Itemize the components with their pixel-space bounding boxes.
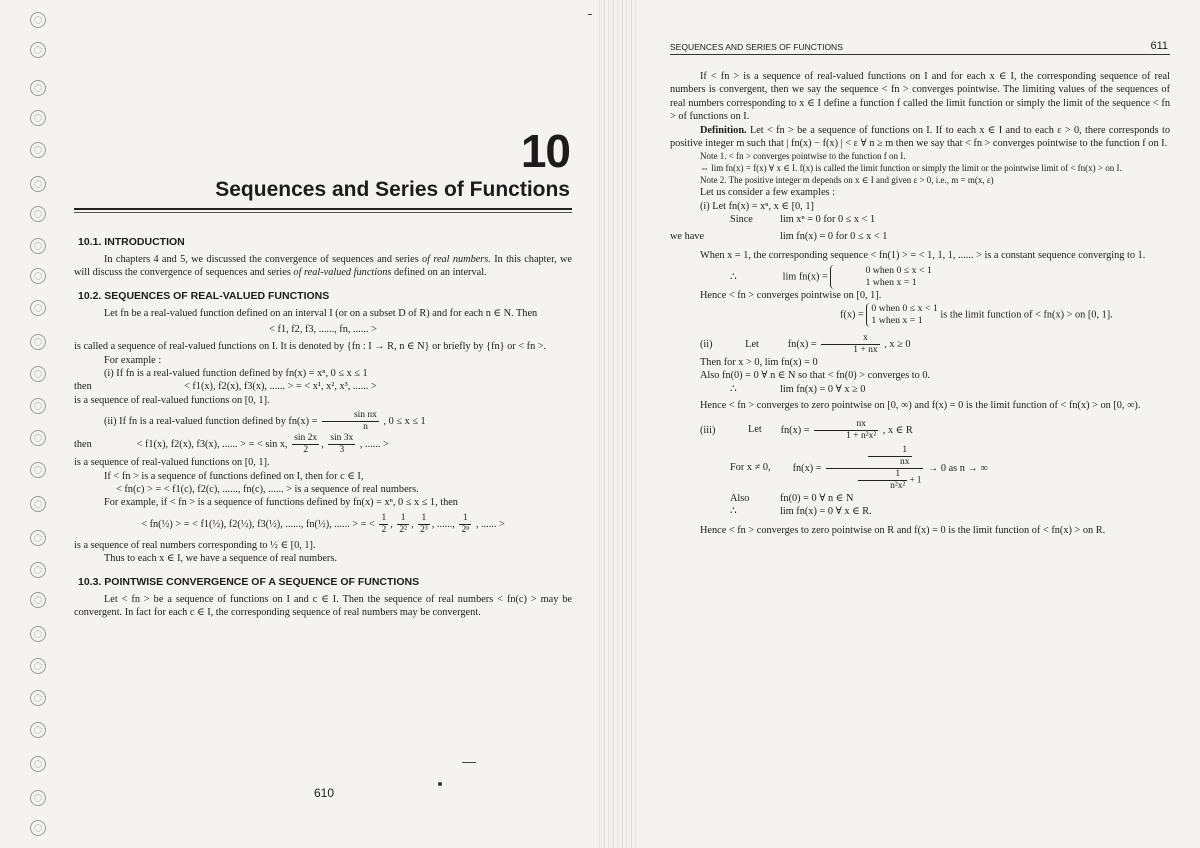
binding-ring-icon (30, 690, 46, 706)
paragraph: is a sequence of real-valued functions on [0, 1]. (74, 394, 270, 406)
equation-row: ∴ lim fn(x) = 0 ∀ x ∈ R. (730, 505, 872, 517)
paragraph: When x = 1, the corresponding sequence < fn(1) > = < 1, 1, 1, ...... > is a constant sequence converging to 1. (700, 250, 1146, 262)
example-item: (iii) Let fn(x) = $\frac{nx}{\text{1 + n²x²}}$ , x ∈ R (700, 418, 913, 441)
scan-speck (438, 782, 442, 786)
paragraph: Let < fn > be a sequence of functions on I and c ∈ I. Then the sequence of real numbers < fn(c) > may be convergent. In fact for each c ∈ I, the corresponding sequence of real numbers may be convergent. (74, 593, 572, 619)
paragraph: Hence < fn > converges pointwise on [0, 1]. (700, 290, 882, 302)
spiral-binding (0, 0, 58, 848)
binding-ring-icon (30, 334, 46, 350)
equation-row: f(x) = 0 when 0 ≤ x < 1 1 when x = 1 is the limit function of < fn(x) > on [0, 1]. (840, 302, 1113, 326)
paragraph: If < fn > is a sequence of functions defined on I, then for c ∈ I, (104, 470, 364, 482)
paragraph: For example : (104, 354, 162, 366)
definition: Definition. Let < fn > be a sequence of functions on I. If to each x ∈ I and to each ε > 0, there corresponds to positive integer m such that | fn(x) − f(x) | < ε ∀ n ≥ m then we say that < fn > converges pointwise to the function f on I. (670, 124, 1170, 150)
binding-ring-icon (30, 268, 46, 284)
binding-ring-icon (30, 42, 46, 58)
paragraph: For example, if < fn > is a sequence of functions defined by fn(x) = xⁿ, 0 ≤ x ≤ 1, then (104, 497, 458, 509)
left-page-text (74, 236, 572, 620)
equation-row: then < f1(x), f2(x), f3(x), ...... > = < sin x, $\frac{\sin 2x}{2}$ , $\frac{\sin 3x}{3}$ , ...... > (74, 433, 389, 456)
binding-ring-icon (30, 562, 46, 578)
binding-ring-icon (30, 462, 46, 478)
section-heading: 10.1. INTRODUCTION (78, 236, 185, 248)
left-page (74, 0, 572, 848)
running-head-rule (670, 54, 1170, 55)
note: Note 2. The positive integer m depends on x ∈ I and given ε > 0, i.e., m = m(x, ε) (700, 175, 994, 186)
equation-row: Since lim xⁿ = 0 for 0 ≤ x < 1 (730, 214, 876, 226)
chapter-number: 10 (520, 125, 570, 177)
equation-row: Then for x > 0, lim fn(x) = 0 (700, 356, 818, 368)
binding-ring-icon (30, 430, 46, 446)
binding-ring-icon (30, 592, 46, 608)
paragraph: is a sequence of real numbers corresponding to ½ ∈ [0, 1]. (74, 539, 316, 551)
binding-ring-icon (30, 142, 46, 158)
equation-row: For x ≠ 0, fn(x) = $\frac{1}{nx}$ $\frac{1}{\text{n²x²}}$ + 1 → 0 as n → ∞ (730, 444, 988, 491)
binding-ring-icon (30, 80, 46, 96)
equation: < f1, f2, f3, ......, fn, ...... > (269, 324, 377, 336)
equation: < fn(½) > = < f1(½), f2(½), f3(½), ......, fn(½), ...... > = < $\frac{1}{2}$ , $\frac{1}{\text{2²}}$ , $\frac{1}{\text{2³}}$ , ......, $\frac{1}{\text{2ⁿ}}$ , ...... > (141, 512, 505, 535)
book-gutter (596, 0, 638, 848)
chapter-rule-thin (74, 212, 572, 213)
equation-row: ∴ lim fn(x) = 0 when 0 ≤ x < 1 1 when x = 1 (730, 265, 932, 289)
equation-row: then < f1(x), f2(x), f3(x), ...... > = < x¹, x², x³, ...... > (74, 381, 377, 393)
binding-ring-icon (30, 300, 46, 316)
binding-ring-icon (30, 756, 46, 772)
page-number: 611 (1150, 40, 1168, 52)
equation-row: we have lim fn(x) = 0 for 0 ≤ x < 1 (670, 230, 888, 242)
right-page (670, 0, 1170, 848)
paragraph: is a sequence of real-valued functions on [0, 1]. (74, 457, 270, 469)
note: Note 1. < fn > converges pointwise to the function f on I. (700, 151, 906, 162)
equation-row: ∴ lim fn(x) = 0 ∀ x ≥ 0 (730, 383, 866, 395)
binding-ring-icon (30, 238, 46, 254)
note-equation: ⇔ lim fn(x) = f(x) ∀ x ∈ I. f(x) is called the limit function or simply the limit or the pointwise limit of < fn(x) > on I. (700, 163, 1122, 174)
binding-ring-icon (30, 12, 46, 28)
paragraph: Let us consider a few examples : (700, 187, 835, 199)
binding-ring-icon (30, 790, 46, 806)
paragraph: Let fn be a real-valued function defined on an interval I (or on a subset D of R) and for each n ∈ N. Then (104, 307, 538, 319)
equation-row: Also fn(0) = 0 ∀ n ∈ N (730, 492, 854, 504)
paragraph: Also fn(0) = 0 ∀ n ∈ N so that < fn(0) > converges to 0. (700, 370, 931, 382)
example-item: (ii) If fn is a real-valued function defined by fn(x) = $\frac{\text{sin nx}}{n}$ , 0 ≤ x ≤ 1 (104, 410, 426, 433)
example-item: (i) Let fn(x) = xⁿ, x ∈ [0, 1] (700, 200, 814, 212)
paragraph: Hence < fn > converges to zero pointwise on [0, ∞) and f(x) = 0 is the limit function of < fn(x) > on [0, ∞). (700, 400, 1141, 412)
binding-ring-icon (30, 658, 46, 674)
binding-ring-icon (30, 820, 46, 836)
scan-speck (462, 762, 476, 763)
binding-ring-icon (30, 722, 46, 738)
section-heading: 10.2. SEQUENCES OF REAL-VALUED FUNCTIONS (78, 289, 330, 302)
right-page-text (670, 70, 1170, 538)
binding-ring-icon (30, 366, 46, 382)
equation: < fn(c) > = < f1(c), f2(c), ......, fn(c), ...... > is a sequence of real numbers. (116, 484, 419, 496)
section-heading: 10.3. POINTWISE CONVERGENCE OF A SEQUENCE OF FUNCTIONS (78, 575, 420, 588)
paragraph: If < fn > is a sequence of real-valued functions on I and for each x ∈ I, the corresponding sequence of real numbers is convergent, then we say the sequence < fn > converges pointwise. The limiting values of the sequences of real numbers corresponding to x ∈ I define a function f called the limit function or simply the limit of the sequence < fn > of functions on I. (670, 71, 1170, 123)
scan-speck (588, 14, 592, 15)
chapter-rule (74, 208, 572, 210)
binding-ring-icon (30, 626, 46, 642)
paragraph: In chapters 4 and 5, we discussed the convergence of sequences and series of real numbers. In this chapter, we will discuss the convergence of sequences and series of real-valued functions defined on an interval. (74, 254, 573, 279)
binding-ring-icon (30, 496, 46, 512)
example-item: (ii) Let fn(x) = $\frac{x}{1 + nx}$ , x ≥ 0 (700, 332, 911, 355)
binding-ring-icon (30, 206, 46, 222)
binding-ring-icon (30, 398, 46, 414)
paragraph: Hence < fn > converges to zero pointwise on R and f(x) = 0 is the limit function of < fn(x) > on R. (700, 525, 1106, 537)
running-head-title: SEQUENCES AND SERIES OF FUNCTIONS (670, 42, 843, 52)
paragraph: is called a sequence of real-valued functions on I. It is denoted by {fn : I → R, n ∈ N} or briefly by {fn} or < fn >. (74, 341, 547, 353)
paragraph: Thus to each x ∈ I, we have a sequence of real numbers. (104, 553, 337, 565)
running-head (670, 42, 1170, 52)
binding-ring-icon (30, 110, 46, 126)
page-number: 610 (314, 786, 335, 800)
example-item: (i) If fn is a real-valued function defined by fn(x) = xⁿ, 0 ≤ x ≤ 1 (104, 368, 368, 380)
chapter-title: Sequences and Series of Functions (215, 178, 570, 201)
binding-ring-icon (30, 176, 46, 192)
binding-ring-icon (30, 530, 46, 546)
